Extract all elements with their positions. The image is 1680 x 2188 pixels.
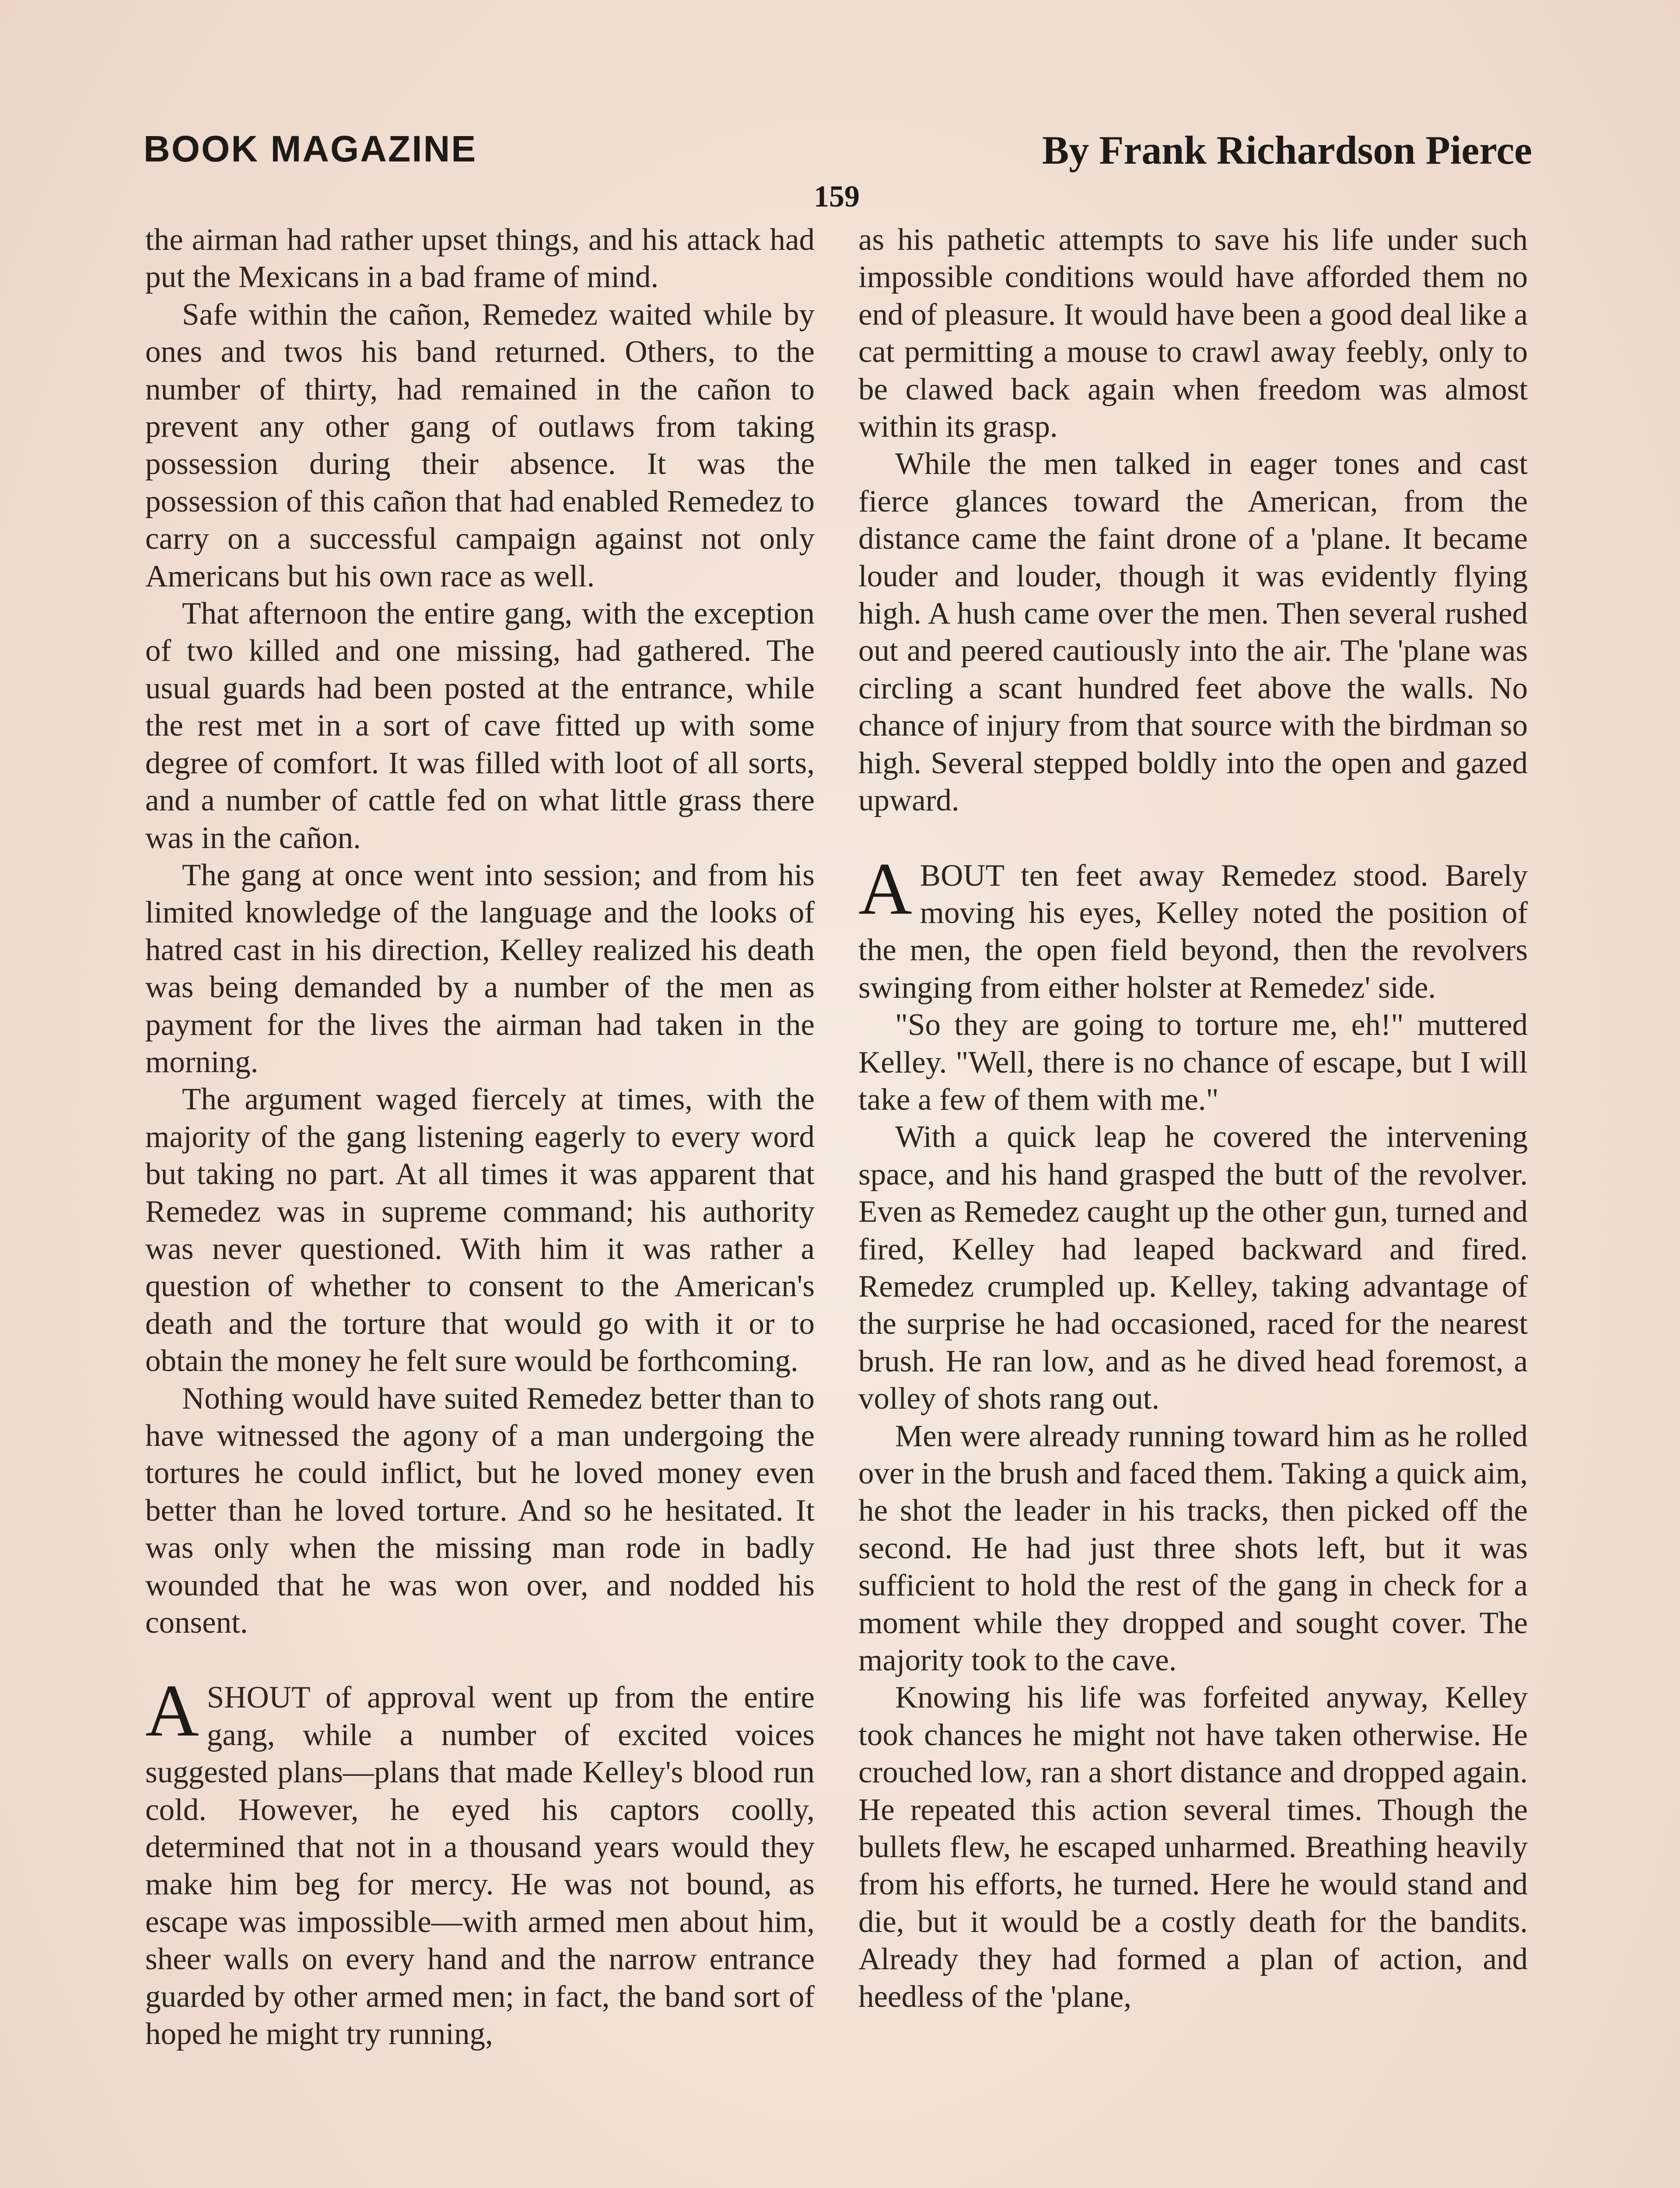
magazine-title: BOOK MAGAZINE [144, 128, 477, 169]
drop-cap-paragraph [145, 1669, 815, 2053]
paragraph: That afternoon the entire gang, with the exception of two killed and one missing, had gathered. The usual guards had been posted at the entrance, while the rest met in a sort of cave fitted up with some degree of comfort. It was filled with loot of all sorts, and a number of cattle fed on what little grass there was in the cañon. [145, 596, 815, 855]
drop-cap-paragraph [858, 847, 1528, 1007]
paragraph-text: SHOUT of approval went up from the entire gang, while a number of excited voices suggested plans—plans that made Kelley's blood run cold. However, he eyed his captors coolly, determined that not in a thousand years would they make him beg for mercy. He was not bound, as escape was impossible—with armed men about him, sheer walls on every hand and the narrow entrance guarded by other armed men; in fact, the band sort of hoped he might try running, [145, 1680, 815, 2051]
paragraph: as his pathetic attempts to save his life under such impossible conditions would have afforded them no end of pleasure. It would have been a good deal like a cat permitting a mouse to crawl away feebly, only to be clawed back again when freedom was almost within its grasp. [858, 223, 1528, 444]
page-number: 159 [814, 180, 860, 214]
drop-cap: A [858, 847, 912, 930]
left-column [145, 221, 815, 2053]
paragraph: the airman had rather upset things, and his attack had put the Mexicans in a bad frame of mind. [145, 223, 815, 295]
paragraph: With a quick leap he covered the intervening space, and his hand grasped the butt of the revolver. Even as Remedez caught up the other gun, turned and fired, Kelley had leaped backward and fired. Remedez crumpled up. Kelley, taking advantage of the surprise he had occasioned, raced for the nearest brush. He ran low, and as he dived head foremost, a volley of shots rang out. [858, 1120, 1528, 1416]
right-column [858, 221, 1528, 2016]
paragraph: The argument waged fiercely at times, with the majority of the gang listening eagerly to every word but taking no part. At all times it was apparent that Remedez was in supreme command; his authority was never questioned. With him it was rather a question of whether to consent to the American's death and the torture that would go with it or to obtain the money he felt sure would be forthcoming. [145, 1082, 815, 1378]
paragraph: The gang at once went into session; and from his limited knowledge of the language and the looks of hatred cast in his direction, Kelley realized his death was being demanded by a number of the men as payment for the lives the airman had taken in the morning. [145, 858, 815, 1079]
paragraph: Knowing his life was forfeited anyway, Kelley took chances he might not have taken otherwise. He crouched low, ran a short distance and dropped again. He repeated this action several times. Though the bullets flew, he escaped unharmed. Breathing heavily from his efforts, he turned. Here he would stand and die, but it would be a costly death for the bandits. Already they had formed a plan of action, and heedless of the 'plane, [858, 1680, 1528, 2014]
paragraph: "So they are going to torture me, eh!" muttered Kelley. "Well, there is no chance of escape, but I will take a few of them with me." [858, 1008, 1528, 1117]
paragraph: Safe within the cañon, Remedez waited while by ones and twos his band returned. Others, to the number of thirty, had remained in the cañon to prevent any other gang of outlaws from taking possession during their absence. It was the possession of this cañon that had enabled Remedez to carry on a successful campaign against not only Americans but his own race as well. [145, 297, 815, 593]
paragraph: While the men talked in eager tones and cast fierce glances toward the American, from the distance came the faint drone of a 'plane. It became louder and louder, though it was evidently flying high. A hush came over the men. Then several rushed out and peered cautiously into the air. The 'plane was circling a scant hundred feet above the walls. No chance of injury from that source with the birdman so high. Several stepped boldly into the open and gazed upward. [858, 447, 1528, 818]
author-byline: By Frank Richardson Pierce [1042, 128, 1532, 172]
paragraph-text: BOUT ten feet away Remedez stood. Barely moving his eyes, Kelley noted the position of the men, the open field beyond, then the revolvers swinging from either holster at Remedez' side. [858, 858, 1528, 1005]
paragraph: Men were already running toward him as he rolled over in the brush and faced them. Taking a quick aim, he shot the leader in his tracks, then picked off the second. He had just three shots left, but it was sufficient to hold the rest of the gang in check for a moment while they dropped and sought cover. The majority took to the cave. [858, 1419, 1528, 1678]
drop-cap: A [145, 1669, 199, 1752]
paragraph: Nothing would have suited Remedez better than to have witnessed the agony of a man undergoing the tortures he could inflict, but he loved money even better than he loved torture. And so he hesitated. It was only when the missing man rode in badly wounded that he was won over, and nodded his consent. [145, 1381, 815, 1640]
